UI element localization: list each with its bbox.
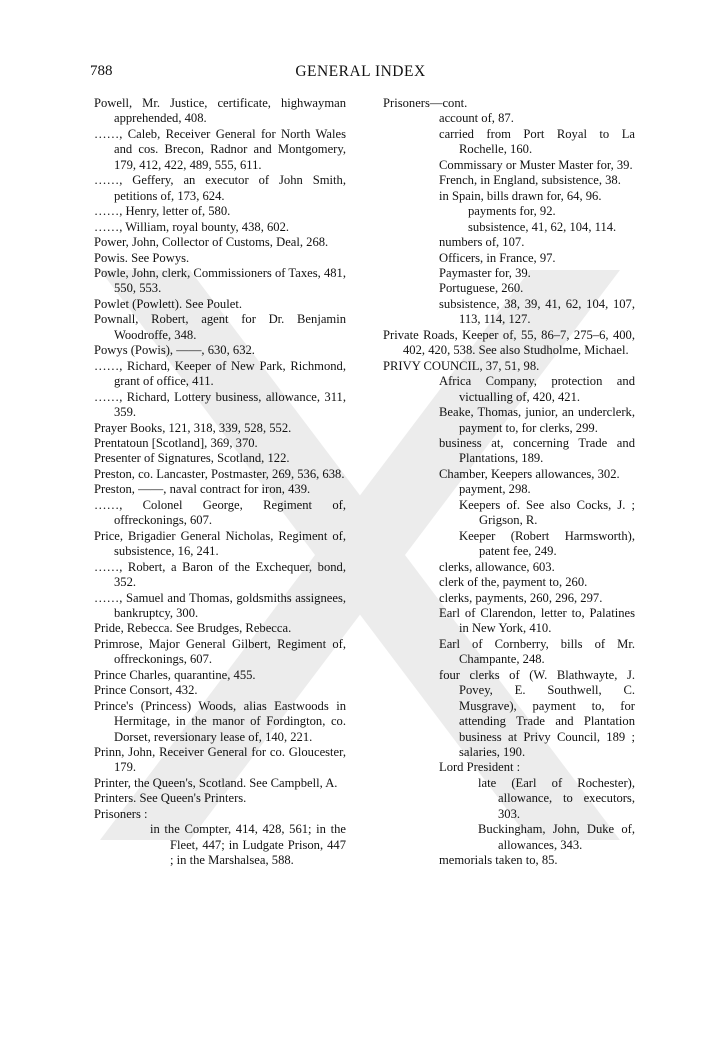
page-number: 788 — [90, 63, 113, 79]
index-entry: clerks, payments, 260, 296, 297. — [439, 590, 603, 605]
index-entry: Private Roads, Keeper of, 55, 86–7, 275–6, 400, 402, 420, 538. See also Studholme, Michael. — [383, 327, 635, 358]
index-entry: French, in England, subsistence, 38. — [439, 173, 621, 188]
index-entry: Prentatoun [Scotland], 369, 370. — [94, 435, 258, 450]
index-entry: Preston, ——, naval contract for iron, 439. — [94, 482, 311, 497]
index-entry: Presenter of Signatures, Scotland, 122. — [94, 451, 290, 466]
right-index-column — [383, 96, 635, 869]
index-entry: clerks, allowance, 603. — [439, 559, 555, 574]
index-entry: clerk of the, payment to, 260. — [439, 575, 588, 590]
index-entry: Prisoners : — [94, 806, 148, 821]
index-entry: Primrose, Major General Gilbert, Regiment of, offreckonings, 607. — [94, 636, 346, 667]
index-entry: carried from Port Royal to La Rochelle, 160. — [439, 126, 635, 157]
index-entry: Prisoners—cont. — [383, 96, 468, 110]
index-entry: Printer, the Queen's, Scotland. See Campbell, A. — [94, 775, 338, 790]
index-entry: Power, John, Collector of Customs, Deal, 268. — [94, 235, 329, 250]
index-entry: Keeper (Robert Harmsworth), patent fee, 249. — [459, 528, 635, 559]
index-entry: ……, Richard, Keeper of New Park, Richmond, grant of office, 411. — [94, 358, 346, 389]
index-entry: Preston, co. Lancaster, Postmaster, 269, 536, 638. — [94, 466, 345, 481]
index-entry: account of, 87. — [439, 111, 514, 126]
index-entry: subsistence, 38, 39, 41, 62, 104, 107, 113, 114, 127. — [439, 296, 635, 327]
index-entry: subsistence, 41, 62, 104, 114. — [468, 219, 617, 234]
index-entry: Prince Consort, 432. — [94, 683, 198, 698]
index-entry: Earl of Clarendon, letter to, Palatines in New York, 410. — [439, 605, 635, 636]
index-entry: Powis. See Powys. — [94, 250, 190, 265]
index-entry: Prayer Books, 121, 318, 339, 528, 552. — [94, 420, 292, 435]
index-entry: Paymaster for, 39. — [439, 265, 531, 280]
index-entry: Pownall, Robert, agent for Dr. Benjamin Woodroffe, 348. — [94, 312, 346, 342]
index-entry: Prince's (Princess) Woods, alias Eastwoods in Hermitage, in the manor of Fordington, co. Dorset, reversionary lease of, 140, 221. — [94, 698, 346, 744]
index-entry: Officers, in France, 97. — [439, 250, 556, 265]
index-entry: four clerks of (W. Blathwayte, J. Povey, E. Southwell, C. Musgrave), payment to, for attending Trade and Plantation business at Privy Council, 189 ; salaries, 190. — [439, 667, 635, 760]
index-entry: Powlet (Powlett). See Poulet. — [94, 296, 242, 311]
index-entry: Africa Company, protection and victualling of, 420, 421. — [439, 374, 635, 404]
index-entry: Price, Brigadier General Nicholas, Regiment of, subsistence, 16, 241. — [94, 528, 346, 559]
index-entry: Lord President : — [439, 760, 521, 775]
index-entry: Buckingham, John, Duke of, allowances, 343. — [478, 822, 635, 852]
index-entry: Portuguese, 260. — [439, 281, 524, 296]
index-entry: business at, concerning Trade and Plantations, 189. — [439, 435, 635, 466]
index-entry: in Spain, bills drawn for, 64, 96. — [439, 188, 602, 203]
index-entry: ……, Robert, a Baron of the Exchequer, bond, 352. — [94, 559, 346, 590]
index-entry: ……, Caleb, Receiver General for North Wales and cos. Brecon, Radnor and Montgomery, 179, 412, 422, 489, 555, 611. — [94, 126, 346, 172]
index-entry: Powle, John, clerk, Commissioners of Taxes, 481, 550, 553. — [94, 265, 346, 296]
index-entry: Earl of Cornberry, bills of Mr. Champante, 248. — [439, 636, 635, 667]
index-entry: memorials taken to, 85. — [439, 853, 558, 868]
index-entry: ……, Samuel and Thomas, goldsmiths assignees, bankruptcy, 300. — [94, 590, 346, 620]
index-entry: PRIVY COUNCIL, 37, 51, 98. — [383, 358, 540, 373]
index-entry: Keepers of. See also Cocks, J. ; Grigson, R. — [459, 497, 635, 528]
index-entry: in the Compter, 414, 428, 561; in the Fleet, 447; in Ludgate Prison, 447 ; in the Marshalsea, 588. — [150, 822, 346, 868]
index-entry: Prince Charles, quarantine, 455. — [94, 667, 256, 682]
index-entry: Chamber, Keepers allowances, 302. — [439, 466, 620, 481]
index-entry: Prinn, John, Receiver General for co. Gloucester, 179. — [94, 745, 346, 775]
index-entry: Powell, Mr. Justice, certificate, highwayman apprehended, 408. — [94, 96, 346, 126]
index-entry: Beake, Thomas, junior, an underclerk, payment to, for clerks, 299. — [439, 405, 635, 435]
index-entry: Powys (Powis), ——, 630, 632. — [94, 343, 255, 358]
index-entry: ……, Richard, Lottery business, allowance, 311, 359. — [94, 389, 346, 420]
index-entry: ……, William, royal bounty, 438, 602. — [94, 219, 290, 234]
index-entry: late (Earl of Rochester), allowance, to executors, 303. — [478, 775, 635, 821]
index-entry: payments for, 92. — [468, 204, 556, 219]
index-entry: Printers. See Queen's Printers. — [94, 791, 247, 806]
page-title: GENERAL INDEX — [295, 63, 426, 80]
index-entry: numbers of, 107. — [439, 235, 525, 250]
index-entry: ……, Geffery, an executor of John Smith, petitions of, 173, 624. — [94, 173, 346, 203]
index-entry: Pride, Rebecca. See Brudges, Rebecca. — [94, 621, 292, 636]
index-entry: ……, Henry, letter of, 580. — [94, 204, 231, 219]
left-index-column — [94, 96, 346, 869]
index-entry: ……, Colonel George, Regiment of, offreckonings, 607. — [94, 497, 346, 528]
index-entry: payment, 298. — [459, 482, 531, 497]
index-entry: Commissary or Muster Master for, 39. — [439, 157, 633, 172]
